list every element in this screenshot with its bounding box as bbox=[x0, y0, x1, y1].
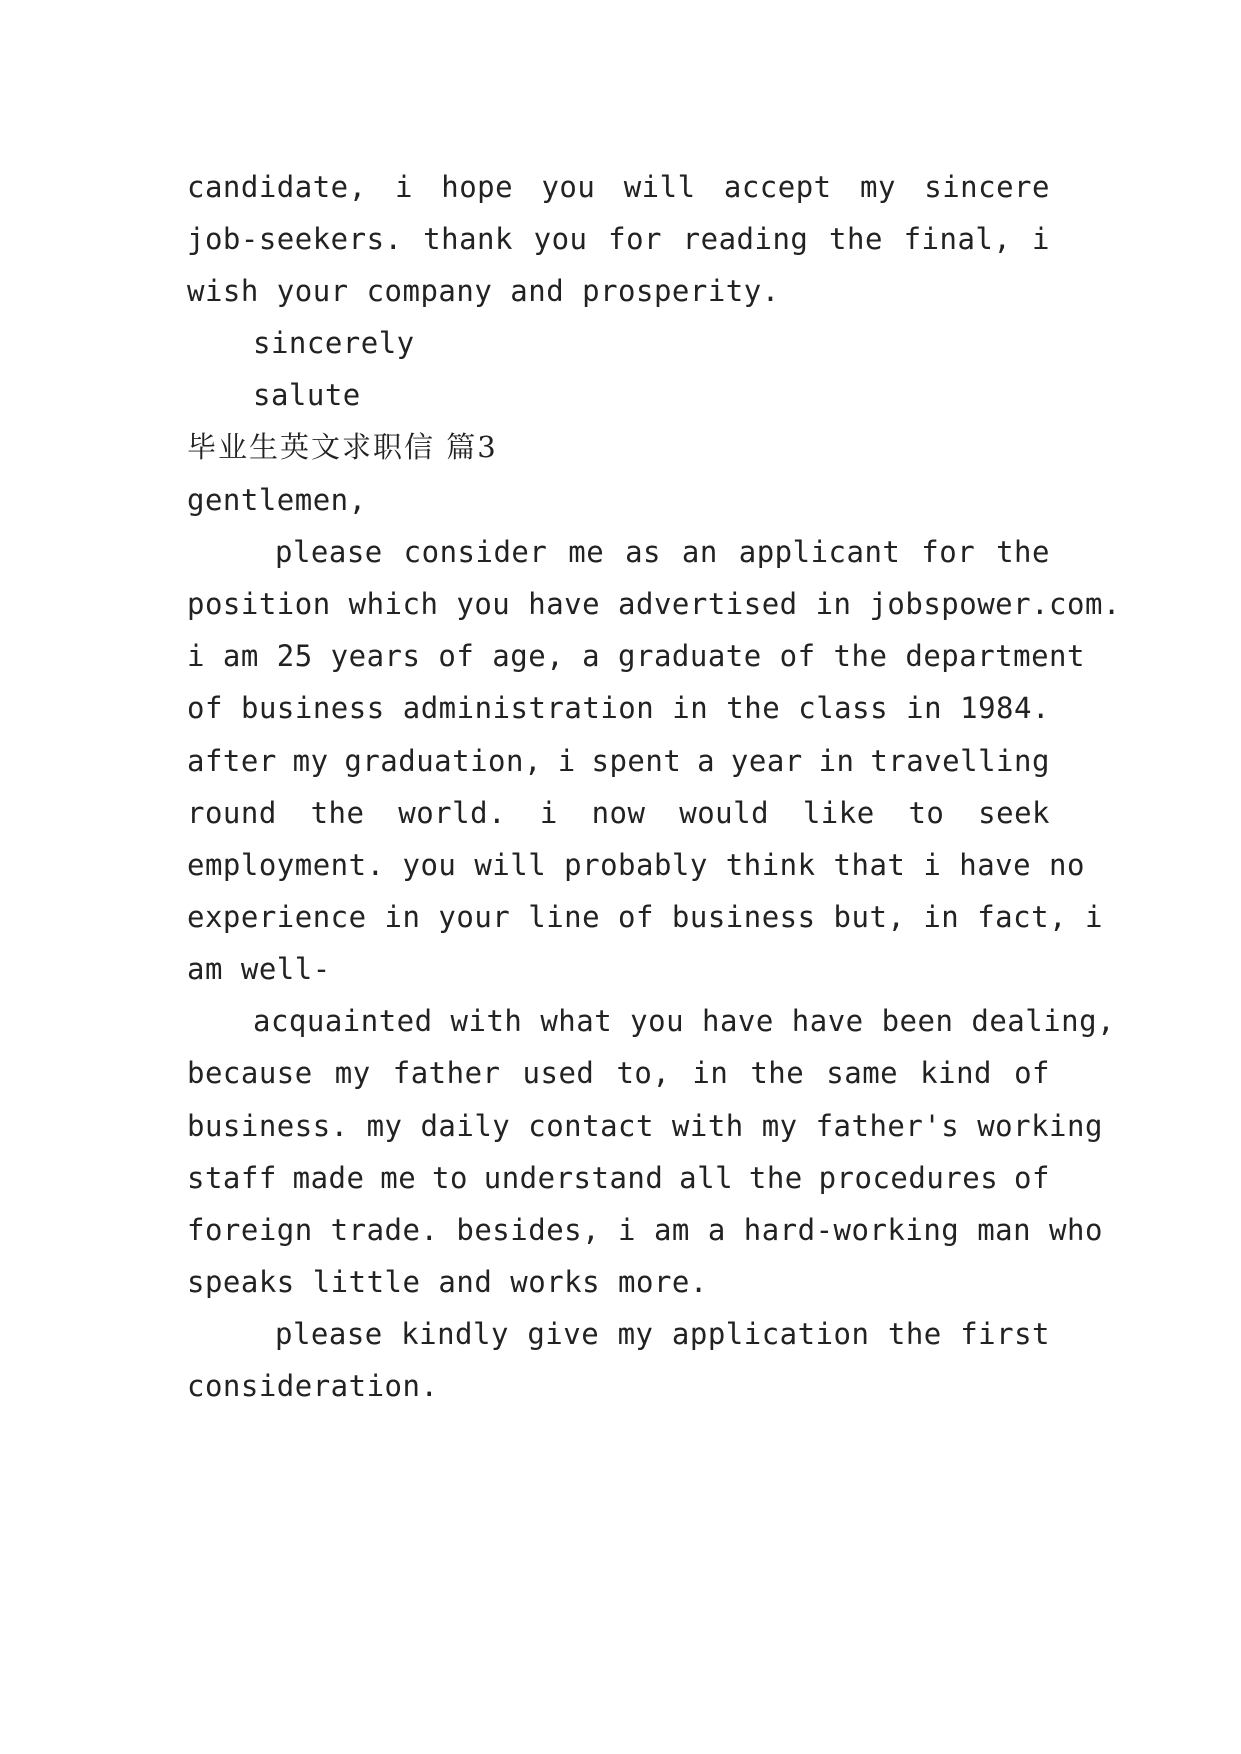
text-line: speaks little and works more. bbox=[187, 1265, 708, 1299]
word: thank bbox=[423, 222, 513, 256]
text-line: position which you have advertised in jobspower.com. bbox=[187, 587, 1121, 621]
word: class bbox=[798, 691, 889, 725]
signoff-salute: salute bbox=[253, 378, 361, 412]
word: the bbox=[829, 222, 883, 256]
text-line: foreign trade. besides, i am a hard-working man who bbox=[187, 1213, 1103, 1247]
salutation: gentlemen, bbox=[187, 483, 367, 517]
word: kind bbox=[920, 1056, 993, 1090]
text-line bbox=[187, 793, 1050, 833]
word: staff bbox=[187, 1161, 277, 1195]
word: i bbox=[539, 796, 558, 830]
word: will bbox=[623, 170, 696, 204]
word: please bbox=[275, 535, 383, 569]
word: reading bbox=[682, 222, 809, 256]
word: you bbox=[533, 222, 588, 256]
word: first bbox=[960, 1317, 1050, 1351]
word: consider bbox=[403, 535, 548, 569]
word: to bbox=[908, 796, 945, 830]
word: give bbox=[527, 1317, 600, 1351]
word: application bbox=[671, 1317, 870, 1351]
word: hope bbox=[441, 170, 514, 204]
word: my bbox=[334, 1056, 371, 1090]
word: to, bbox=[616, 1056, 671, 1090]
word: seek bbox=[978, 796, 1050, 830]
text-line: business. my daily contact with my father's working bbox=[187, 1109, 1103, 1143]
section-heading: 毕业生英文求职信 篇3 bbox=[187, 430, 498, 464]
word: the bbox=[750, 1056, 805, 1090]
word: for bbox=[608, 222, 663, 256]
word: me bbox=[568, 535, 605, 569]
word: round bbox=[187, 796, 277, 830]
word: after bbox=[187, 744, 277, 778]
word: applicant bbox=[738, 535, 901, 569]
word: sincere bbox=[924, 170, 1050, 204]
text-line bbox=[187, 219, 1050, 259]
word: of bbox=[187, 691, 223, 725]
word: the bbox=[996, 535, 1050, 569]
word: i bbox=[1031, 222, 1050, 256]
word: in bbox=[672, 691, 709, 725]
word: i bbox=[394, 170, 413, 204]
text-line: employment. you will probably think that i have no bbox=[187, 848, 1085, 882]
word: me bbox=[380, 1161, 417, 1195]
word: administration bbox=[402, 691, 655, 725]
word: please bbox=[275, 1317, 383, 1351]
word: to bbox=[432, 1161, 468, 1195]
word: travelling bbox=[870, 744, 1050, 778]
word: you bbox=[541, 170, 596, 204]
text-line bbox=[187, 1158, 1050, 1198]
word: my bbox=[859, 170, 896, 204]
text-line: i am 25 years of age, a graduate of the department bbox=[187, 639, 1085, 673]
word: because bbox=[187, 1056, 313, 1090]
word: year bbox=[730, 744, 803, 778]
text-line bbox=[275, 1314, 1050, 1354]
word: in bbox=[692, 1056, 729, 1090]
word: procedures bbox=[818, 1161, 999, 1195]
text-line bbox=[187, 167, 1050, 207]
word: like bbox=[802, 796, 875, 830]
word: candidate, bbox=[187, 170, 367, 204]
word: the bbox=[726, 691, 781, 725]
word: graduation, bbox=[344, 744, 542, 778]
word: spent bbox=[591, 744, 682, 778]
word: now bbox=[591, 796, 646, 830]
word: an bbox=[681, 535, 718, 569]
word: used bbox=[522, 1056, 595, 1090]
text-line bbox=[187, 688, 1050, 728]
word: understand bbox=[483, 1161, 664, 1195]
word: my bbox=[617, 1317, 654, 1351]
word: made bbox=[292, 1161, 365, 1195]
text-line: am well- bbox=[187, 952, 331, 986]
text-line: experience in your line of business but, in fact, i bbox=[187, 900, 1103, 934]
word: the bbox=[748, 1161, 803, 1195]
word: of bbox=[1014, 1161, 1050, 1195]
word: accept bbox=[723, 170, 832, 204]
signoff-sincerely: sincerely bbox=[253, 326, 415, 360]
text-line: consideration. bbox=[187, 1369, 439, 1403]
word: 1984. bbox=[960, 691, 1050, 725]
text-line: acquainted with what you have have been dealing, bbox=[253, 1004, 1116, 1038]
word: as bbox=[625, 535, 662, 569]
text-line bbox=[187, 741, 1050, 781]
word: kindly bbox=[401, 1317, 509, 1351]
word: the bbox=[887, 1317, 942, 1351]
word: final, bbox=[903, 222, 1012, 256]
word: of bbox=[1014, 1056, 1050, 1090]
word: for bbox=[921, 535, 976, 569]
word: a bbox=[697, 744, 716, 778]
text-line bbox=[275, 532, 1050, 572]
word: the bbox=[310, 796, 365, 830]
word: business bbox=[241, 691, 385, 725]
word: my bbox=[292, 744, 329, 778]
word: in bbox=[818, 744, 855, 778]
word: in bbox=[906, 691, 943, 725]
text-line: wish your company and prosperity. bbox=[187, 274, 780, 308]
word: would bbox=[679, 796, 770, 830]
word: father bbox=[392, 1056, 501, 1090]
word: i bbox=[557, 744, 576, 778]
word: same bbox=[826, 1056, 899, 1090]
word: world. bbox=[398, 796, 507, 830]
word: all bbox=[679, 1161, 734, 1195]
text-line bbox=[187, 1053, 1050, 1093]
word: job-seekers. bbox=[187, 222, 403, 256]
